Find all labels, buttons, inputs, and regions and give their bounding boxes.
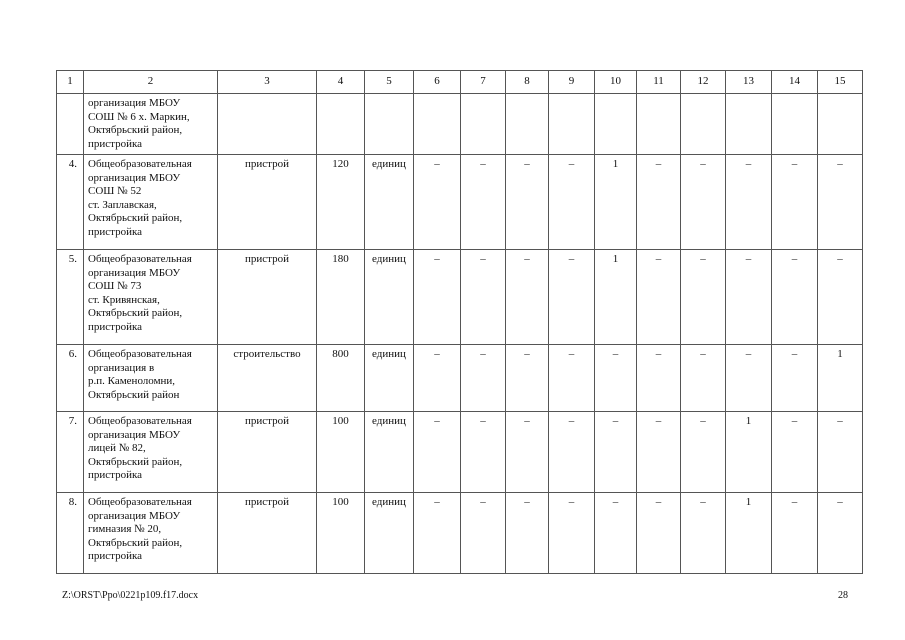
table-cell — [218, 94, 317, 155]
table-cell: единиц — [365, 250, 414, 345]
table-cell: – — [506, 412, 549, 493]
table-cell: – — [681, 250, 726, 345]
table-cell: единиц — [365, 493, 414, 574]
header-cell: 3 — [218, 71, 317, 94]
table-cell: единиц — [365, 155, 414, 250]
header-cell: 1 — [57, 71, 84, 94]
table-cell: – — [414, 155, 461, 250]
table-cell: 1 — [818, 345, 863, 412]
table-cell: – — [818, 155, 863, 250]
table-cell: – — [681, 493, 726, 574]
table-cell: единиц — [365, 345, 414, 412]
table-cell: – — [506, 250, 549, 345]
table-cell — [595, 94, 637, 155]
table-cell — [726, 94, 772, 155]
table-row — [57, 412, 863, 493]
row-number-cell — [57, 94, 84, 155]
table-cell — [772, 94, 818, 155]
table-cell — [365, 94, 414, 155]
header-cell: 14 — [772, 71, 818, 94]
table-cell: – — [637, 412, 681, 493]
row-number-cell: 4. — [57, 155, 84, 250]
table-cell — [506, 94, 549, 155]
table-cell: – — [681, 412, 726, 493]
row-number-cell: 7. — [57, 412, 84, 493]
table-cell: 100 — [317, 493, 365, 574]
table-cell: – — [549, 345, 595, 412]
table-cell: – — [506, 345, 549, 412]
table-cell — [681, 94, 726, 155]
table-cell: – — [681, 345, 726, 412]
table-cell: 180 — [317, 250, 365, 345]
table-cell: – — [549, 250, 595, 345]
table-cell: 1 — [595, 155, 637, 250]
header-row — [57, 71, 863, 94]
header-cell: 7 — [461, 71, 506, 94]
table-cell — [461, 94, 506, 155]
table-cell: 1 — [595, 250, 637, 345]
table-cell: 100 — [317, 412, 365, 493]
table-cell: – — [818, 250, 863, 345]
table-cell: 1 — [726, 412, 772, 493]
row-number-cell: 5. — [57, 250, 84, 345]
table-cell: пристрой — [218, 412, 317, 493]
table-cell: – — [726, 250, 772, 345]
table-cell: 1 — [726, 493, 772, 574]
table-cell: – — [461, 155, 506, 250]
table-row — [57, 155, 863, 250]
row-number-cell: 8. — [57, 493, 84, 574]
object-name-cell: Общеобразовательная организация МБОУ СОШ № 73 ст. Кривянская, Октябрьский район, пристройка — [84, 250, 218, 345]
table-cell: – — [637, 493, 681, 574]
footer-page-number: 28 — [838, 590, 848, 601]
table-cell: единиц — [365, 412, 414, 493]
table-cell: – — [637, 345, 681, 412]
table-cell: – — [595, 412, 637, 493]
header-cell: 11 — [637, 71, 681, 94]
table-cell: – — [818, 493, 863, 574]
table-cell: – — [772, 250, 818, 345]
object-name-cell: Общеобразовательная организация в р.п. Каменоломни, Октябрьский район — [84, 345, 218, 412]
table-cell: – — [549, 493, 595, 574]
table-cell: – — [681, 155, 726, 250]
table-cell: – — [772, 155, 818, 250]
object-name-cell: Общеобразовательная организация МБОУ гимназия № 20, Октябрьский район, пристройка — [84, 493, 218, 574]
table-cell: – — [414, 345, 461, 412]
table-cell: – — [772, 345, 818, 412]
table-row — [57, 94, 863, 155]
header-cell: 6 — [414, 71, 461, 94]
table-cell: пристрой — [218, 250, 317, 345]
table-cell: – — [414, 250, 461, 345]
header-cell: 13 — [726, 71, 772, 94]
header-cell: 10 — [595, 71, 637, 94]
table-cell: пристрой — [218, 155, 317, 250]
table-cell: – — [595, 345, 637, 412]
header-cell: 12 — [681, 71, 726, 94]
object-name-cell: Общеобразовательная организация МБОУ СОШ № 52 ст. Заплавская, Октябрьский район, пристройка — [84, 155, 218, 250]
table-cell — [317, 94, 365, 155]
data-table — [56, 70, 863, 574]
table-cell: – — [549, 155, 595, 250]
table-cell: пристрой — [218, 493, 317, 574]
table-cell: – — [414, 412, 461, 493]
table-cell: – — [414, 493, 461, 574]
table-cell: – — [461, 345, 506, 412]
table-cell: – — [595, 493, 637, 574]
table-cell: 120 — [317, 155, 365, 250]
header-cell: 2 — [84, 71, 218, 94]
header-cell: 8 — [506, 71, 549, 94]
header-cell: 15 — [818, 71, 863, 94]
object-name-cell: организация МБОУ СОШ № 6 х. Маркин, Октябрьский район, пристройка — [84, 94, 218, 155]
table-row — [57, 250, 863, 345]
table-cell: – — [772, 412, 818, 493]
footer-file-path: Z:\ORST\Ppo\0221p109.f17.docx — [62, 590, 199, 601]
header-cell: 5 — [365, 71, 414, 94]
table-cell — [637, 94, 681, 155]
table-cell: – — [506, 155, 549, 250]
header-cell: 4 — [317, 71, 365, 94]
table-cell — [818, 94, 863, 155]
object-name-cell: Общеобразовательная организация МБОУ лицей № 82, Октябрьский район, пристройка — [84, 412, 218, 493]
table-cell: – — [726, 345, 772, 412]
table-cell: строительство — [218, 345, 317, 412]
row-number-cell: 6. — [57, 345, 84, 412]
table-row — [57, 493, 863, 574]
table-cell: – — [461, 412, 506, 493]
table-cell: 800 — [317, 345, 365, 412]
table-cell: – — [461, 493, 506, 574]
table-cell: – — [818, 412, 863, 493]
table-cell: – — [726, 155, 772, 250]
table-cell: – — [461, 250, 506, 345]
header-cell: 9 — [549, 71, 595, 94]
table-cell: – — [506, 493, 549, 574]
table-cell: – — [637, 250, 681, 345]
table-cell — [549, 94, 595, 155]
table-cell — [414, 94, 461, 155]
table-cell: – — [637, 155, 681, 250]
table-cell: – — [549, 412, 595, 493]
table-cell: – — [772, 493, 818, 574]
table-row — [57, 345, 863, 412]
